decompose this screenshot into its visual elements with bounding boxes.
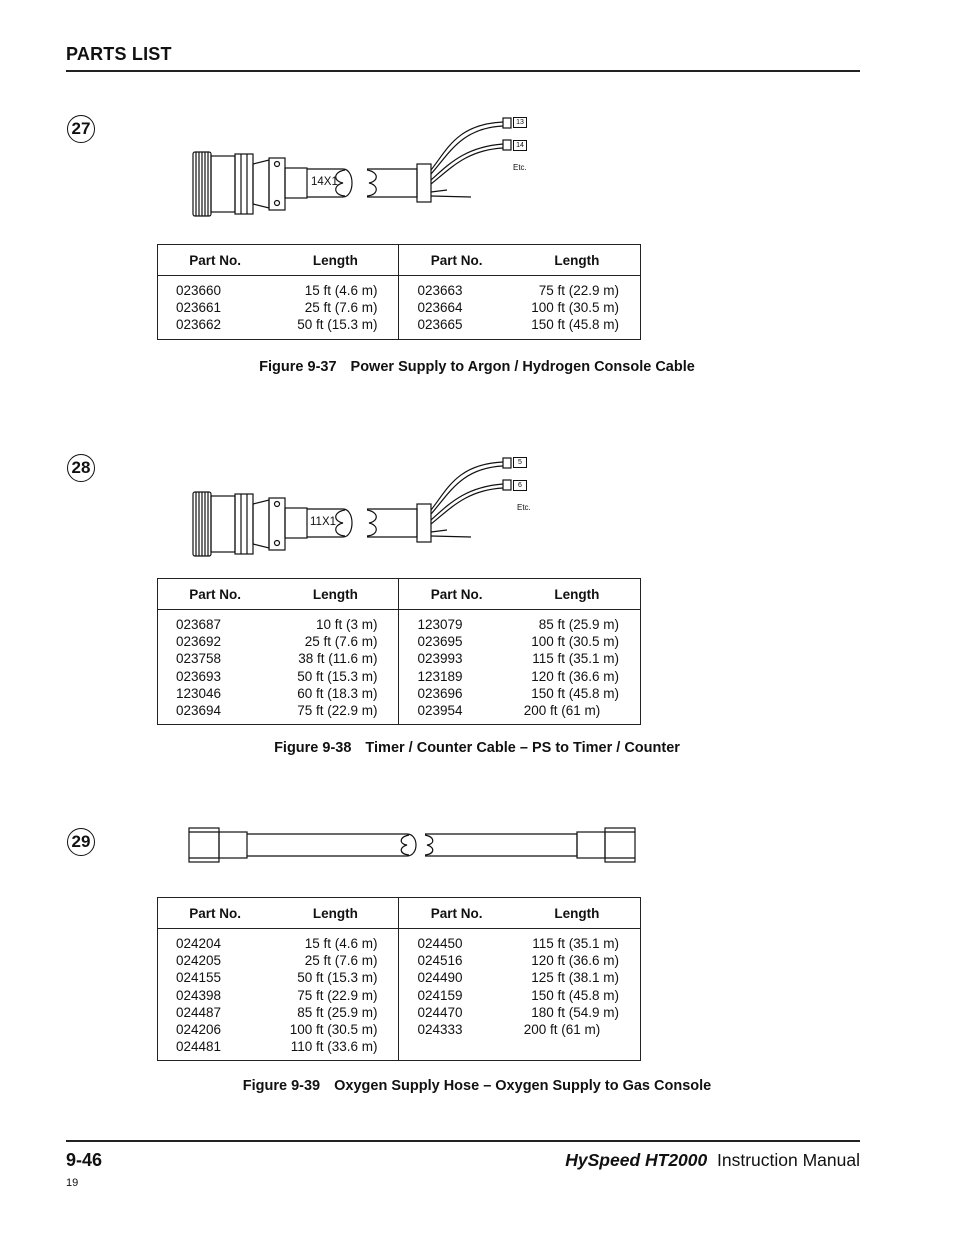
length-value: 85 ft (25.9 m)	[538, 617, 619, 632]
page-header-title: PARTS LIST	[66, 44, 172, 64]
header-rule	[66, 70, 860, 72]
header-part-no: Part No.	[399, 245, 514, 276]
part-number: 024155	[176, 970, 222, 986]
etc-label-28: Etc.	[517, 503, 531, 512]
header-part-no: Part No.	[399, 898, 514, 929]
length-value: 75 ft (22.9 m)	[297, 987, 378, 1003]
callout-29: 29	[67, 828, 95, 856]
length-value: 25 ft (7.6 m)	[304, 953, 378, 969]
header-length: Length	[514, 898, 641, 929]
part-number: 024450	[417, 936, 463, 951]
part-number: 024516	[417, 953, 463, 969]
parts-table-29	[157, 897, 641, 1061]
length-value: 25 ft (7.6 m)	[304, 300, 378, 316]
length-value: 50 ft (15.3 m)	[297, 970, 378, 986]
footer-manual-title	[565, 1150, 860, 1171]
header-part-no: Part No.	[158, 245, 273, 276]
header-part-no: Part No.	[158, 898, 273, 929]
header-part-no: Part No.	[158, 579, 273, 610]
etc-label-27: Etc.	[513, 163, 527, 172]
length-value: 150 ft (45.8 m)	[531, 685, 619, 701]
length-value: 115 ft (35.1 m)	[532, 651, 619, 667]
part-number: 123079	[417, 617, 463, 632]
parts-table-28	[157, 578, 641, 725]
length-value: 50 ft (15.3 m)	[297, 317, 378, 333]
length-value: 110 ft (33.6 m)	[290, 1039, 378, 1055]
header-part-no: Part No.	[399, 579, 514, 610]
part-number: 023954	[417, 703, 463, 719]
part-number: 023696	[417, 685, 463, 701]
length-value: 85 ft (25.9 m)	[297, 1004, 378, 1020]
length-value: 120 ft (36.6 m)	[531, 953, 619, 969]
header-length: Length	[272, 579, 399, 610]
part-number: 023661	[176, 300, 222, 316]
figure-title: Oxygen Supply Hose – Oxygen Supply to Gas Console	[334, 1078, 712, 1094]
part-number: 023695	[417, 634, 463, 650]
figure-caption-29	[0, 1078, 954, 1094]
length-value: 150 ft (45.8 m)	[531, 317, 619, 333]
figure-caption-27	[0, 359, 954, 375]
part-number: 023692	[176, 634, 222, 650]
length-value: 115 ft (35.1 m)	[532, 936, 619, 951]
part-number: 023665	[417, 317, 463, 333]
part-number: 024470	[417, 1004, 463, 1020]
part-number: 023694	[176, 703, 222, 719]
length-value: 120 ft (36.6 m)	[531, 668, 619, 684]
figure-caption-28	[0, 740, 954, 756]
length-value: 200 ft (61 m)	[523, 703, 601, 719]
part-number: 023663	[417, 283, 463, 298]
length-value: 75 ft (22.9 m)	[297, 703, 378, 719]
table-body	[158, 276, 641, 340]
length-value: 100 ft (30.5 m)	[531, 300, 619, 316]
table-body	[158, 929, 641, 1061]
part-number: 024487	[176, 1004, 222, 1020]
length-value: 125 ft (38.1 m)	[531, 970, 619, 986]
part-number: 023693	[176, 668, 222, 684]
table-body	[158, 610, 641, 725]
parts-table-27	[157, 244, 641, 340]
part-number: 024398	[176, 987, 222, 1003]
part-number: 024490	[417, 970, 463, 986]
length-value: 10 ft (3 m)	[315, 617, 378, 632]
callout-27: 27	[67, 115, 95, 143]
length-value: 75 ft (22.9 m)	[538, 283, 619, 298]
part-number: 024481	[176, 1039, 222, 1055]
header-length: Length	[514, 245, 641, 276]
length-value: 180 ft (54.9 m)	[531, 1004, 619, 1020]
cable-label-28: 11X1	[310, 516, 337, 528]
part-number: 024205	[176, 953, 222, 969]
length-value: 200 ft (61 m)	[523, 1022, 601, 1038]
length-value: 15 ft (4.6 m)	[304, 936, 378, 951]
wire-label-28-a: 5	[513, 457, 527, 468]
wire-label-27-b: 14	[513, 140, 527, 151]
figure-number: Figure 9-37	[259, 359, 337, 375]
figure-title: Timer / Counter Cable – PS to Timer / Counter	[365, 740, 680, 756]
part-number: 023758	[176, 651, 222, 667]
wire-label-27-a: 13	[513, 117, 527, 128]
header-length: Length	[272, 898, 399, 929]
footer-brand: HySpeed HT2000	[565, 1150, 708, 1170]
cable-drawing-28	[185, 450, 545, 560]
figure-number: Figure 9-38	[274, 740, 352, 756]
figure-number: Figure 9-39	[242, 1078, 321, 1094]
part-number: 023687	[176, 617, 222, 632]
header-length: Length	[514, 579, 641, 610]
part-number: 023993	[417, 651, 463, 667]
footer-rule	[66, 1140, 860, 1142]
length-value: 25 ft (7.6 m)	[304, 634, 378, 650]
length-value: 38 ft (11.6 m)	[298, 651, 378, 667]
cable-label-27: 14X1	[311, 176, 338, 188]
part-number: 023664	[417, 300, 463, 316]
part-number: 024159	[417, 987, 463, 1003]
part-number: 024333	[417, 1022, 463, 1038]
length-value: 60 ft (18.3 m)	[297, 685, 378, 701]
length-value: 100 ft (30.5 m)	[289, 1022, 378, 1038]
figure-title: Power Supply to Argon / Hydrogen Console Cable	[350, 359, 695, 375]
part-number: 024204	[176, 936, 222, 951]
wire-label-28-b: 6	[513, 480, 527, 491]
length-value: 50 ft (15.3 m)	[297, 668, 378, 684]
footer-small-number: 19	[66, 1177, 79, 1189]
header-length: Length	[272, 245, 399, 276]
part-number: 123046	[176, 685, 222, 701]
part-number: 023662	[176, 317, 222, 333]
length-value: 100 ft (30.5 m)	[531, 634, 619, 650]
part-number: 023660	[176, 283, 222, 298]
footer-page-number: 9-46	[66, 1150, 103, 1170]
part-number: 123189	[417, 668, 463, 684]
footer-manual-label: Instruction Manual	[717, 1150, 860, 1170]
length-value: 15 ft (4.6 m)	[304, 283, 378, 298]
callout-28: 28	[67, 454, 95, 482]
length-value: 150 ft (45.8 m)	[531, 987, 619, 1003]
hose-drawing-29	[185, 822, 645, 868]
cable-drawing-27	[185, 110, 545, 220]
part-number: 024206	[176, 1022, 222, 1038]
